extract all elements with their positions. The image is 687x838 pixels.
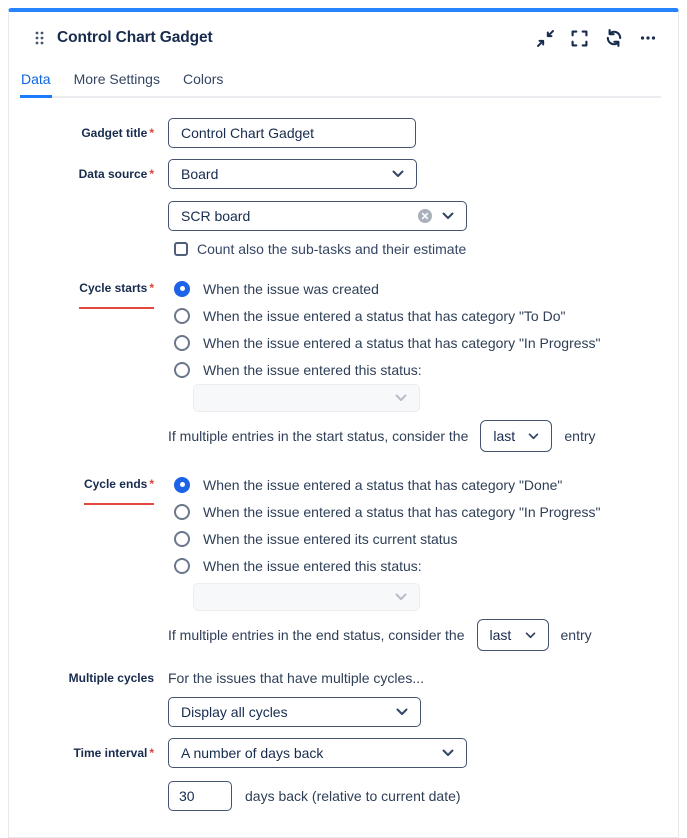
tab-bar: [20, 63, 661, 98]
consider-prefix: If multiple entries in the end status, consider the: [168, 627, 465, 643]
radio-icon: [174, 558, 190, 574]
cycle-ends-option-this-status[interactable]: When the issue entered this status:: [174, 552, 678, 579]
header-actions: [537, 29, 656, 47]
board-select[interactable]: [168, 201, 467, 231]
ellipsis-icon[interactable]: [640, 30, 656, 46]
consider-suffix: entry: [564, 428, 596, 444]
consider-prefix: If multiple entries in the start status, consider the: [168, 428, 469, 444]
clear-icon[interactable]: [418, 209, 432, 223]
cycle-starts-status-select: [193, 384, 420, 412]
drag-handle-icon[interactable]: [35, 31, 44, 45]
cycle-ends-option-inprogress[interactable]: When the issue entered a status that has category "In Progress": [174, 498, 678, 525]
subtasks-checkbox-row: [174, 241, 678, 257]
chevron-down-icon: [396, 708, 408, 716]
days-back-row: [168, 781, 678, 811]
time-interval-select[interactable]: A number of days back: [168, 738, 467, 768]
radio-selected-icon: [174, 281, 190, 297]
subtasks-checkbox-label: Count also the sub-tasks and their estimate: [197, 241, 467, 257]
consider-suffix: entry: [560, 627, 592, 643]
chevron-down-icon: [392, 170, 404, 178]
radio-icon: [174, 531, 190, 547]
cycle-ends-row: [9, 471, 678, 651]
multiple-cycles-hint: For the issues that have multiple cycles...: [168, 670, 424, 686]
collapse-icon[interactable]: [537, 30, 554, 47]
multiple-cycles-select[interactable]: Display all cycles: [168, 697, 421, 727]
cycle-starts-label: Cycle starts *: [9, 275, 168, 309]
data-source-select[interactable]: [168, 159, 417, 189]
cycle-starts-consider-select[interactable]: last: [480, 420, 552, 452]
cycle-starts-consider-row: [168, 420, 678, 452]
radio-icon: [174, 335, 190, 351]
gadget-title-row: [9, 118, 678, 148]
data-source-label: Data source *: [78, 167, 154, 181]
cycle-ends-option-current-status[interactable]: When the issue entered its current status: [174, 525, 678, 552]
radio-selected-icon: [174, 477, 190, 493]
gadget-title: Control Chart Gadget: [57, 29, 213, 46]
cycle-ends-consider-select[interactable]: last: [477, 619, 549, 651]
data-source-row: [9, 159, 678, 257]
cycle-starts-option-created[interactable]: When the issue was created: [174, 275, 678, 302]
chevron-down-icon: [528, 433, 539, 440]
data-source-value: Board: [181, 166, 219, 182]
time-interval-label: Time interval *: [73, 746, 154, 760]
cycle-starts-option-todo[interactable]: When the issue entered a status that has category "To Do": [174, 302, 678, 329]
chevron-down-icon: [395, 593, 407, 601]
gadget-config-form: [9, 98, 678, 811]
cycle-starts-row: [9, 275, 678, 452]
tab-more-settings[interactable]: More Settings: [73, 71, 160, 87]
days-back-suffix: days back (relative to current date): [245, 788, 461, 804]
chevron-down-icon: [442, 212, 454, 220]
cycle-ends-label: Cycle ends *: [9, 471, 168, 505]
cycle-starts-option-inprogress[interactable]: When the issue entered a status that has category "In Progress": [174, 329, 678, 356]
subtasks-checkbox[interactable]: [174, 242, 188, 256]
tab-data[interactable]: Data: [20, 63, 52, 98]
days-back-input[interactable]: [168, 781, 232, 811]
chevron-down-icon: [395, 394, 407, 402]
multiple-cycles-label: Multiple cycles: [68, 671, 154, 685]
board-select-value: SCR board: [181, 208, 251, 224]
tab-colors[interactable]: Colors: [182, 71, 224, 87]
gadget-title-label: Gadget title *: [81, 126, 154, 140]
gadget-card: [8, 8, 679, 838]
radio-icon: [174, 504, 190, 520]
cycle-ends-option-done[interactable]: When the issue entered a status that has category "Done": [174, 471, 678, 498]
cycle-ends-consider-row: [168, 619, 678, 651]
chevron-down-icon: [525, 632, 536, 639]
time-interval-row: [9, 738, 678, 811]
cycle-ends-status-select: [193, 583, 420, 611]
fullscreen-icon[interactable]: [571, 30, 588, 47]
gadget-header: [9, 12, 678, 55]
refresh-icon[interactable]: [605, 29, 623, 47]
gadget-title-input[interactable]: [168, 118, 416, 148]
radio-icon: [174, 308, 190, 324]
chevron-down-icon: [442, 749, 454, 757]
radio-icon: [174, 362, 190, 378]
cycle-starts-option-this-status[interactable]: When the issue entered this status:: [174, 356, 678, 383]
multiple-cycles-row: [9, 668, 678, 727]
